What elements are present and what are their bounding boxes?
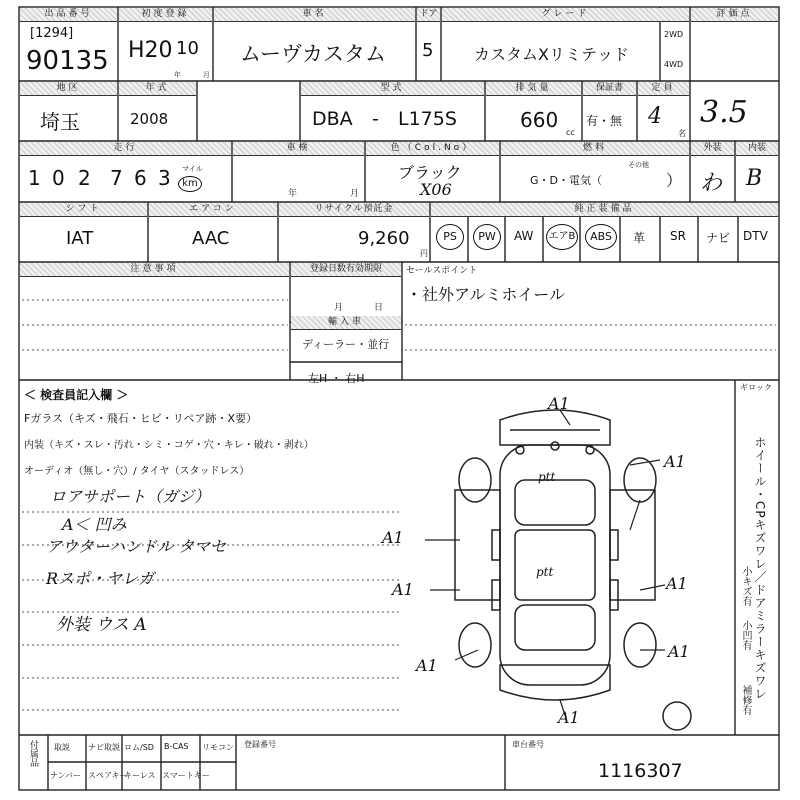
displacement-unit: cc xyxy=(566,128,575,137)
first-reg-era: H20 xyxy=(128,38,173,63)
equip-dtv: DTV xyxy=(743,229,768,243)
handwritten-note-1: ロアサポート（ガジ） xyxy=(50,487,211,506)
header-recycle: リサイクル預託金 xyxy=(279,203,429,217)
header-mileage: 走行 xyxy=(20,142,231,156)
acc-keyless: キーレス xyxy=(124,771,156,780)
header-notes: 注意事項 xyxy=(20,263,289,277)
diagram-mark-5: A1 xyxy=(664,452,686,471)
equip-airbag: エアB xyxy=(546,224,578,250)
warranty-value: 有・無 xyxy=(586,114,623,128)
header-sales-point: セールスポイント xyxy=(406,266,478,276)
header-interior: 内装 xyxy=(736,142,778,156)
mileage-digit-2: 0 xyxy=(52,166,65,190)
mileage-unit-top: マイル xyxy=(182,165,203,173)
acc-smart-key: スマートキー xyxy=(162,771,210,780)
header-shaken: 車検 xyxy=(233,142,364,156)
fuel-other: その他 xyxy=(628,161,649,169)
inspection-line-3: オーディオ（無し・穴）/ タイヤ（スタッドレス） xyxy=(24,466,250,477)
recycle-unit: 円 xyxy=(420,249,428,258)
mileage-digit-3: 2 xyxy=(78,166,91,190)
header-car-name: 車名 xyxy=(214,8,415,22)
diagram-mark-4: A1 xyxy=(416,656,438,675)
diagram-mark-1: A1 xyxy=(548,394,570,413)
model-dash: - xyxy=(372,108,379,130)
reg-number-label: 登録番号 xyxy=(244,740,276,749)
capacity-value: 4 xyxy=(648,104,662,129)
drive-2wd: 2WD xyxy=(664,30,684,39)
header-doors: ドア xyxy=(417,8,440,22)
recycle-value: 9,260 xyxy=(358,228,410,249)
header-reg-date: 登録日数有効期限 xyxy=(291,263,401,277)
acc-bcas: B-CAS xyxy=(164,742,189,751)
mileage-digit-4: 7 xyxy=(110,166,123,190)
header-exterior: 外装 xyxy=(691,142,734,156)
mileage-digit-1: 1 xyxy=(28,166,41,190)
reg-month-unit: 月 xyxy=(334,303,345,313)
handwritten-note-2: A＜ 凹み xyxy=(62,515,127,534)
equip-pw: PW xyxy=(473,224,501,250)
handwritten-note-3: アウターハンドル タマセ xyxy=(46,537,227,556)
capacity-unit: 名 xyxy=(678,129,686,138)
diagram-text-1: ptt xyxy=(538,470,556,484)
equip-navi: ナビ xyxy=(706,231,731,245)
first-reg-month-unit: 月 xyxy=(203,71,211,79)
chassis-number: 1116307 xyxy=(598,760,683,782)
header-capacity: 定員 xyxy=(638,82,689,96)
color-name: ブラック xyxy=(398,163,462,182)
import-dealer: ディーラー・並行 xyxy=(302,338,390,351)
equip-sr: SR xyxy=(670,229,686,243)
sales-point-value: ・社外アルミホイール xyxy=(406,285,566,304)
mileage-digit-6: 3 xyxy=(158,166,171,190)
side-small-3: 補修有 xyxy=(740,685,751,715)
car-name: ムーヴカスタム xyxy=(240,42,386,66)
fuel-options: G・D・電気（ xyxy=(530,174,602,187)
header-color: 色（Col.No） xyxy=(366,142,499,156)
mileage-unit-km: km xyxy=(178,176,202,192)
doors-value: 5 xyxy=(422,40,434,61)
model-code: L175S xyxy=(398,108,457,130)
header-eval: 評価点 xyxy=(691,8,778,22)
shaken-year-unit: 年 xyxy=(288,189,299,199)
acc-remote: リモコン xyxy=(202,743,234,752)
header-equipment: 純正装備品 xyxy=(431,203,778,217)
accessories-label: 付属品 xyxy=(28,740,38,767)
score-value: 3.5 xyxy=(700,95,748,130)
header-warranty: 保証書 xyxy=(583,82,636,96)
diagram-mark-7: A1 xyxy=(668,642,690,661)
inspection-line-2: 内装（キズ・スレ・汚れ・シミ・コゲ・穴・キレ・破れ・剥れ） xyxy=(24,440,314,451)
diagram-mark-2: A1 xyxy=(382,528,404,547)
import-handle: 左H ・ 右H xyxy=(308,372,365,385)
shaken-month-unit: 月 xyxy=(350,189,361,199)
inspection-line-1: Fガラス（キズ・飛石・ヒビ・リペア跡・X要） xyxy=(24,412,258,425)
aircon-value: AAC xyxy=(192,228,230,249)
diagram-mark-6: A1 xyxy=(666,574,688,593)
equip-leather: 革 xyxy=(633,231,646,245)
header-fuel: 燃料 xyxy=(501,142,689,156)
mileage-digit-5: 6 xyxy=(134,166,147,190)
acc-number: ナンバー xyxy=(50,771,82,780)
acc-navi-manual: ナビ取説 xyxy=(88,743,120,752)
equip-abs: ABS xyxy=(585,224,617,250)
model-year: 2008 xyxy=(130,110,169,128)
memo-header: ギロック xyxy=(740,383,772,392)
header-region: 地区 xyxy=(20,82,117,96)
first-reg-month: 10 xyxy=(176,38,199,59)
header-grade: グレード xyxy=(442,8,689,22)
diagram-mark-3: A1 xyxy=(392,580,414,599)
equip-aw: AW xyxy=(514,229,534,243)
first-reg-year-unit: 年 xyxy=(174,71,182,79)
interior-grade: B xyxy=(746,166,763,191)
side-small-1: 小キズ有 xyxy=(740,566,751,606)
header-lot-no: 出品番号 xyxy=(20,8,117,22)
exterior-grade: わ xyxy=(700,171,723,196)
region-value: 埼玉 xyxy=(40,110,80,134)
side-memo: ホイール・CPキズワレ／ドアミラーキズワレ xyxy=(753,436,767,701)
inspector-title: ＜ 検査員記入欄 ＞ xyxy=(24,388,129,402)
color-code: X06 xyxy=(420,180,452,199)
fuel-close: ） xyxy=(666,171,683,190)
acc-spare-key: スペアキー xyxy=(88,771,128,780)
drive-4wd: 4WD xyxy=(664,60,684,69)
header-displacement: 排気量 xyxy=(486,82,581,96)
displacement-value: 660 xyxy=(520,108,559,132)
equip-ps: PS xyxy=(436,224,464,250)
reg-day-unit: 日 xyxy=(374,303,385,313)
header-first-reg: 初度登録 xyxy=(119,8,212,22)
model-prefix: DBA xyxy=(312,108,353,130)
grade-value: カスタムXリミテッド xyxy=(474,45,629,64)
header-aircon: エアコン xyxy=(149,203,277,217)
lot-code: [1294] xyxy=(30,26,74,41)
acc-rom-sd: ロム/SD xyxy=(124,743,154,752)
header-year: 年式 xyxy=(119,82,196,96)
lot-number: 90135 xyxy=(26,46,109,76)
header-import: 輸入車 xyxy=(291,316,401,330)
handwritten-note-4: Rスポ・ヤレガ xyxy=(46,569,154,588)
transmission-value: IAT xyxy=(66,228,94,249)
header-shift: シフト xyxy=(20,203,147,217)
diagram-mark-8: A1 xyxy=(558,708,580,727)
chassis-label: 車台番号 xyxy=(512,740,544,749)
acc-manual: 取説 xyxy=(54,743,70,752)
diagram-text-2: ptt xyxy=(536,565,554,579)
header-type: 型式 xyxy=(301,82,484,96)
side-small-2: 小凹有 xyxy=(740,620,751,650)
handwritten-note-5: 外装 ウス A xyxy=(56,615,147,635)
